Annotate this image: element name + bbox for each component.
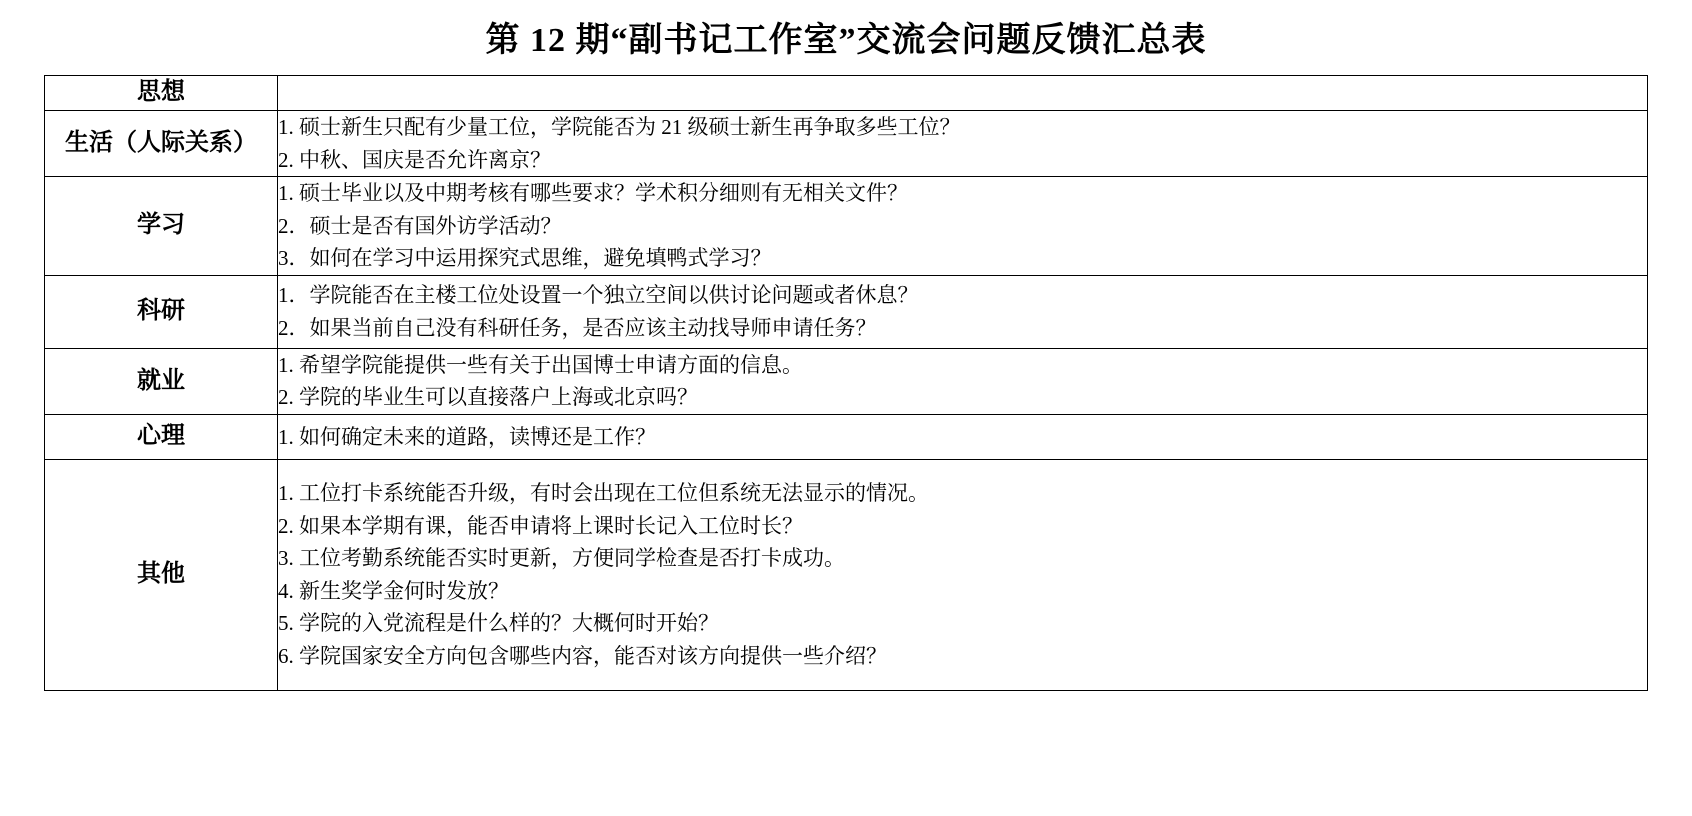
table-row — [45, 348, 1648, 414]
items-cell — [278, 177, 1648, 276]
items-cell — [278, 76, 1648, 111]
list-item: 2. 如果本学期有课，能否申请将上课时长记入工位时长？ — [278, 513, 803, 538]
list-item: 5. 学院的入党流程是什么样的？大概何时开始？ — [278, 611, 719, 636]
feedback-summary-table — [44, 75, 1648, 691]
items-cell — [278, 459, 1648, 690]
page-title: 第 12 期“副书记工作室”交流会问题反馈汇总表 — [485, 22, 1207, 59]
table-row — [45, 275, 1648, 348]
list-item: 1. 硕士毕业以及中期考核有哪些要求？学术积分细则有无相关文件？ — [278, 181, 908, 206]
category-cell: 生活（人际关系） — [45, 111, 278, 177]
list-item: 3. 工位考勤系统能否实时更新，方便同学检查是否打卡成功。 — [278, 546, 845, 571]
items-cell — [278, 414, 1648, 459]
list-item: 2．硕士是否有国外访学活动？ — [278, 213, 562, 238]
items-cell — [278, 348, 1648, 414]
table-row — [45, 76, 1648, 111]
category-cell: 学习 — [45, 177, 278, 276]
table-row — [45, 177, 1648, 276]
category-cell: 就业 — [45, 348, 278, 414]
category-cell: 科研 — [45, 275, 278, 348]
list-item: 1. 工位打卡系统能否升级，有时会出现在工位但系统无法显示的情况。 — [278, 481, 929, 506]
list-item: 1. 硕士新生只配有少量工位，学院能否为 21 级硕士新生再争取多些工位？ — [278, 115, 961, 139]
items-cell — [278, 275, 1648, 348]
table-row — [45, 414, 1648, 459]
category-cell: 其他 — [45, 459, 278, 690]
list-item: 2．如果当前自己没有科研任务，是否应该主动找导师申请任务？ — [278, 315, 877, 340]
table-row — [45, 459, 1648, 690]
category-cell: 心理 — [45, 414, 278, 459]
category-cell: 思想 — [45, 76, 278, 111]
list-item: 6. 学院国家安全方向包含哪些内容，能否对该方向提供一些介绍？ — [278, 643, 887, 668]
list-item: 2. 学院的毕业生可以直接落户上海或北京吗？ — [278, 385, 698, 410]
list-item: 3．如何在学习中运用探究式思维，避免填鸭式学习？ — [278, 246, 772, 271]
list-item: 1．学院能否在主楼工位处设置一个独立空间以供讨论问题或者休息？ — [278, 283, 919, 308]
list-item: 2. 中秋、国庆是否允许离京？ — [278, 147, 551, 172]
table-row — [45, 111, 1648, 177]
list-item: 4. 新生奖学金何时发放？ — [278, 578, 509, 603]
list-item: 1. 希望学院能提供一些有关于出国博士申请方面的信息。 — [278, 352, 803, 377]
items-cell — [278, 111, 1648, 177]
list-item: 1. 如何确定未来的道路，读博还是工作？ — [278, 424, 656, 449]
